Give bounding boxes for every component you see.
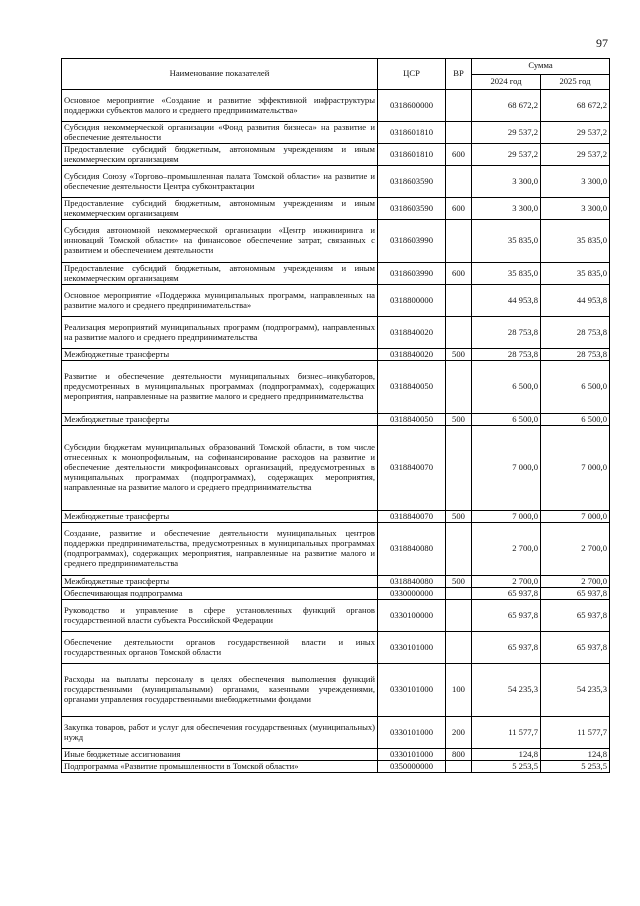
row-csr: 0318840020	[378, 349, 446, 361]
row-csr: 0318601810	[378, 122, 446, 144]
row-name: Субсидии бюджетам муниципальных образований Томской области, в том числе отнесенных к монопрофильным, на софинансирование расходов на развитие и обеспечение деятельности микрофинансовых организаций, предусмотренных в муниципальных программах (подпрограммах), содержащих мероприятия, направленные на развитие малого и среднего предпринимательства	[62, 426, 378, 511]
header-year-2025: 2025 год	[541, 74, 610, 90]
row-vr: 800	[446, 749, 472, 761]
row-amount-2025: 68 672,2	[541, 90, 610, 122]
row-csr: 0318840050	[378, 414, 446, 426]
row-name: Субсидия автономной некоммерческой организации «Центр инжиниринга и инноваций Томской области» на финансовое обеспечение затрат, связанных с развитием и обеспечением деятельности	[62, 220, 378, 263]
row-name: Субсидия некоммерческой организации «Фонд развития бизнеса» на развитие и обеспечение деятельности	[62, 122, 378, 144]
row-csr: 0318840080	[378, 576, 446, 588]
table-row	[62, 761, 610, 773]
row-name: Закупка товаров, работ и услуг для обеспечения государственных (муниципальных) нужд	[62, 717, 378, 749]
row-name: Создание, развитие и обеспечение деятельности муниципальных центров поддержки предпринимательства, предусмотренных в муниципальных программах (подпрограммах), содержащих мероприятия, направленные на развитие малого и среднего предпринимательства	[62, 523, 378, 576]
table-row	[62, 90, 610, 122]
row-amount-2025: 44 953,8	[541, 285, 610, 317]
row-name: Субсидия Союзу «Торгово–промышленная палата Томской области» на развитие и обеспечение деятельности Центра субконтрактации	[62, 166, 378, 198]
row-amount-2025: 29 537,2	[541, 122, 610, 144]
row-amount-2024: 2 700,0	[472, 523, 541, 576]
row-csr: 0318840070	[378, 511, 446, 523]
row-amount-2025: 35 835,0	[541, 220, 610, 263]
row-amount-2025: 7 000,0	[541, 511, 610, 523]
row-vr	[446, 523, 472, 576]
row-amount-2025: 28 753,8	[541, 317, 610, 349]
row-amount-2025: 3 300,0	[541, 198, 610, 220]
row-csr: 0318840020	[378, 317, 446, 349]
row-amount-2024: 7 000,0	[472, 511, 541, 523]
row-amount-2025: 3 300,0	[541, 166, 610, 198]
row-csr: 0330101000	[378, 749, 446, 761]
row-vr	[446, 317, 472, 349]
table-row	[62, 285, 610, 317]
row-amount-2025: 65 937,8	[541, 632, 610, 664]
budget-table	[61, 58, 610, 773]
row-csr: 0330101000	[378, 632, 446, 664]
table-row	[62, 317, 610, 349]
row-csr: 0318840070	[378, 426, 446, 511]
row-csr: 0318603990	[378, 263, 446, 285]
row-csr: 0318603990	[378, 220, 446, 263]
row-vr	[446, 285, 472, 317]
row-vr	[446, 600, 472, 632]
row-amount-2024: 44 953,8	[472, 285, 541, 317]
table-row	[62, 511, 610, 523]
row-amount-2025: 35 835,0	[541, 263, 610, 285]
table-row	[62, 122, 610, 144]
row-amount-2024: 11 577,7	[472, 717, 541, 749]
row-amount-2025: 2 700,0	[541, 576, 610, 588]
row-name: Подпрограмма «Развитие промышленности в Томской области»	[62, 761, 378, 773]
page-number: 97	[596, 36, 608, 50]
row-csr: 0330101000	[378, 664, 446, 717]
row-csr: 0318840050	[378, 361, 446, 414]
row-name: Межбюджетные трансферты	[62, 576, 378, 588]
row-amount-2025: 65 937,8	[541, 600, 610, 632]
row-amount-2025: 28 753,8	[541, 349, 610, 361]
row-amount-2024: 7 000,0	[472, 426, 541, 511]
row-amount-2024: 6 500,0	[472, 361, 541, 414]
row-csr: 0350000000	[378, 761, 446, 773]
row-name: Развитие и обеспечение деятельности муниципальных бизнес–инкубаторов, предусмотренных в муниципальных программах (подпрограммах), содержащих мероприятия, направленные на развитие малого и среднего предпринимательства	[62, 361, 378, 414]
row-amount-2024: 29 537,2	[472, 144, 541, 166]
row-amount-2024: 28 753,8	[472, 317, 541, 349]
row-vr	[446, 90, 472, 122]
row-vr: 200	[446, 717, 472, 749]
row-csr: 0318600000	[378, 90, 446, 122]
table-row	[62, 632, 610, 664]
row-amount-2025: 7 000,0	[541, 426, 610, 511]
row-name: Иные бюджетные ассигнования	[62, 749, 378, 761]
row-vr	[446, 632, 472, 664]
table-row	[62, 144, 610, 166]
row-amount-2024: 68 672,2	[472, 90, 541, 122]
row-amount-2024: 124,8	[472, 749, 541, 761]
row-vr	[446, 588, 472, 600]
table-row	[62, 166, 610, 198]
row-name: Предоставление субсидий бюджетным, автономным учреждениям и иным некоммерческим организациям	[62, 263, 378, 285]
header-csr: ЦСР	[378, 59, 446, 90]
row-amount-2025: 124,8	[541, 749, 610, 761]
row-name: Реализация мероприятий муниципальных программ (подпрограмм), направленных на развитие малого и среднего предпринимательства	[62, 317, 378, 349]
row-amount-2025: 29 537,2	[541, 144, 610, 166]
table-row	[62, 349, 610, 361]
row-vr: 500	[446, 576, 472, 588]
row-name: Обеспечение деятельности органов государственной власти и иных государственных органов Томской области	[62, 632, 378, 664]
table-row	[62, 588, 610, 600]
row-vr	[446, 361, 472, 414]
row-amount-2024: 3 300,0	[472, 166, 541, 198]
row-amount-2024: 3 300,0	[472, 198, 541, 220]
row-name: Межбюджетные трансферты	[62, 511, 378, 523]
row-vr	[446, 122, 472, 144]
table-row	[62, 220, 610, 263]
table-row	[62, 198, 610, 220]
row-amount-2025: 6 500,0	[541, 414, 610, 426]
table-row	[62, 426, 610, 511]
header-sum: Сумма	[472, 59, 610, 75]
row-csr: 0318603590	[378, 166, 446, 198]
row-name: Руководство и управление в сфере установленных функций органов государственной власти субъекта Российской Федерации	[62, 600, 378, 632]
row-vr: 100	[446, 664, 472, 717]
row-amount-2024: 35 835,0	[472, 263, 541, 285]
row-csr: 0330101000	[378, 717, 446, 749]
row-name: Предоставление субсидий бюджетным, автономным учреждениям и иным некоммерческим организациям	[62, 198, 378, 220]
header-name: Наименование показателей	[62, 59, 378, 90]
row-amount-2024: 54 235,3	[472, 664, 541, 717]
row-amount-2024: 28 753,8	[472, 349, 541, 361]
row-amount-2024: 29 537,2	[472, 122, 541, 144]
row-amount-2025: 6 500,0	[541, 361, 610, 414]
row-csr: 0318840080	[378, 523, 446, 576]
row-vr	[446, 761, 472, 773]
row-name: Расходы на выплаты персоналу в целях обеспечения выполнения функций государственными (муниципальными) органами, казенными учреждениями, органами управления государственными внебюджетными фондами	[62, 664, 378, 717]
row-amount-2024: 35 835,0	[472, 220, 541, 263]
row-amount-2024: 65 937,8	[472, 588, 541, 600]
row-amount-2025: 54 235,3	[541, 664, 610, 717]
table-row	[62, 263, 610, 285]
row-amount-2024: 65 937,8	[472, 632, 541, 664]
row-csr: 0330100000	[378, 600, 446, 632]
row-vr	[446, 166, 472, 198]
header-vr: ВР	[446, 59, 472, 90]
row-csr: 0318800000	[378, 285, 446, 317]
row-amount-2024: 2 700,0	[472, 576, 541, 588]
row-amount-2024: 65 937,8	[472, 600, 541, 632]
table-row	[62, 664, 610, 717]
row-amount-2025: 11 577,7	[541, 717, 610, 749]
row-name: Основное мероприятие «Поддержка муниципальных программ, направленных на развитие малого и среднего предпринимательства»	[62, 285, 378, 317]
row-vr: 500	[446, 414, 472, 426]
row-csr: 0318603590	[378, 198, 446, 220]
row-vr	[446, 220, 472, 263]
row-vr: 600	[446, 198, 472, 220]
table-row	[62, 523, 610, 576]
row-vr: 500	[446, 511, 472, 523]
row-vr: 500	[446, 349, 472, 361]
row-csr: 0318601810	[378, 144, 446, 166]
row-amount-2025: 2 700,0	[541, 523, 610, 576]
row-name: Основное мероприятие «Создание и развитие эффективной инфраструктуры поддержки субъектов малого и среднего предпринимательства»	[62, 90, 378, 122]
row-amount-2024: 5 253,5	[472, 761, 541, 773]
table-row	[62, 414, 610, 426]
row-vr	[446, 426, 472, 511]
row-vr: 600	[446, 144, 472, 166]
table-row	[62, 576, 610, 588]
row-amount-2025: 5 253,5	[541, 761, 610, 773]
row-amount-2024: 6 500,0	[472, 414, 541, 426]
header-year-2024: 2024 год	[472, 74, 541, 90]
table-row	[62, 749, 610, 761]
row-csr: 0330000000	[378, 588, 446, 600]
table-row	[62, 717, 610, 749]
table-row	[62, 361, 610, 414]
row-name: Межбюджетные трансферты	[62, 414, 378, 426]
table-row	[62, 600, 610, 632]
row-vr: 600	[446, 263, 472, 285]
row-name: Межбюджетные трансферты	[62, 349, 378, 361]
row-name: Обеспечивающая подпрограмма	[62, 588, 378, 600]
row-amount-2025: 65 937,8	[541, 588, 610, 600]
row-name: Предоставление субсидий бюджетным, автономным учреждениям и иным некоммерческим организациям	[62, 144, 378, 166]
